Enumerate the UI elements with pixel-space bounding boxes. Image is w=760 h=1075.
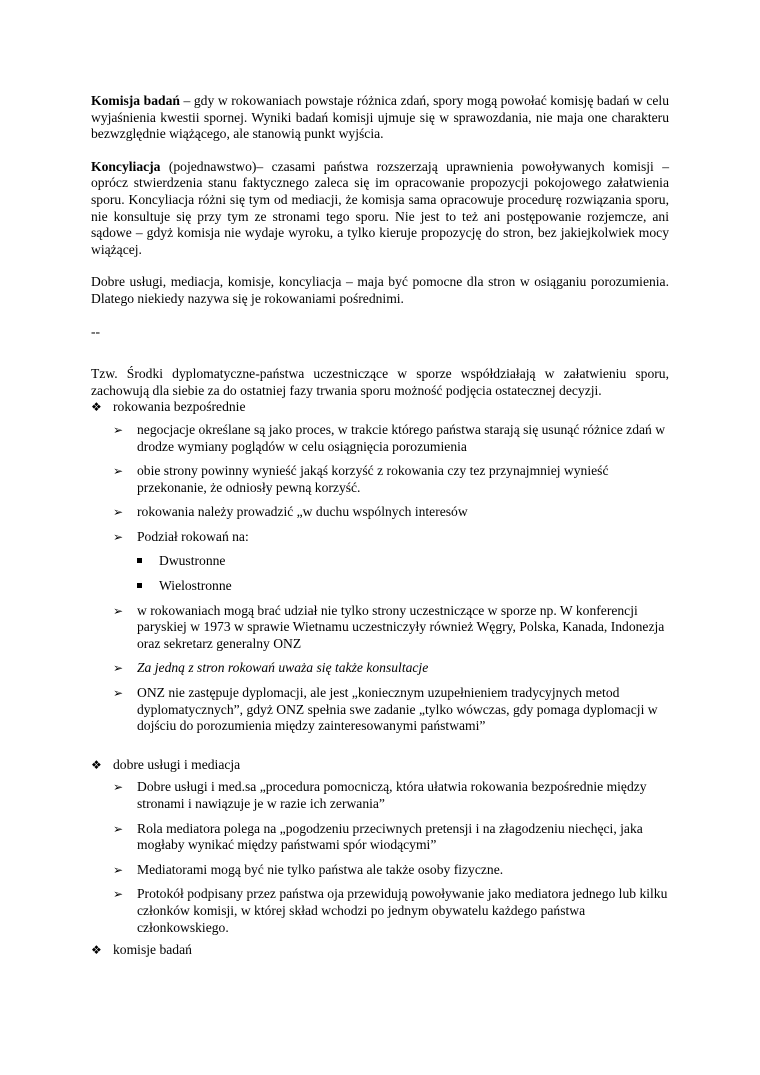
list-item-text: ONZ nie zastępuje dyplomacji, ale jest „koniecznym uzupełnieniem tradycyjnych metod dyplomatycznych”, gdyż ONZ spełnia swe zadanie „tylko wówczas, gdy pomaga dyplomacji w dojściu do porozumienia między zainteresowanymi państwami” [137,685,658,734]
section-title: komisje badań [113,942,192,958]
arrow-bullet-icon: ➢ [113,661,124,676]
term-komisja-badan: Komisja badań [91,93,180,108]
paragraph-koncyliacja [91,159,669,259]
list-item [91,504,669,521]
section-komisje-badan [91,942,669,959]
arrow-bullet-icon: ➢ [113,464,124,479]
list-item [91,821,669,854]
list-item [91,886,669,936]
section-title: rokowania bezpośrednie [113,399,246,415]
list-item [91,779,669,812]
list-item [91,603,669,653]
sub-list-item [91,578,669,595]
arrow-bullet-icon: ➢ [113,529,124,544]
list-item-text: negocjacje określane są jako proces, w trakcie którego państwa starają się usunąć różnice zdań w drodze wymiany poglądów w celu osiągnięcia porozumienia [137,421,666,454]
square-bullet-icon [137,583,142,588]
definition-text: – gdy w rokowaniach powstaje różnica zdań, spory mogą powołać komisję badań w celu wyjaśnienia kwestii spornej. Wyniki badań komisji ujmuje się w sprawozdania, nie maja one charakteru bezwzględnie wiążącego, ale stanowią punkt wyjścia. [91,93,669,142]
list-item [91,685,669,735]
list-item [91,660,669,677]
diamond-bullet-icon: ❖ [91,757,102,772]
sub-list-item [91,553,669,570]
section-dobre-uslugi [91,757,669,774]
list-item-text: Dobre usługi i med.sa „procedura pomocniczą, która ułatwia rokowania bezpośrednie między stronami i nawiązuje je w razie ich zerwania” [137,779,647,811]
section-title: dobre usługi i mediacja [113,756,241,772]
paragraph-summary: Dobre usługi, mediacja, komisje, koncyliacja – maja być pomocne dla stron w osiąganiu porozumienia. Dlatego niekiedy nazywa się je rokowaniami pośrednimi. [91,274,669,306]
square-bullet-icon [137,558,142,563]
definition-text: (pojednawstwo)– czasami państwa rozszerzają uprawnienia powoływanych komisji – oprócz stwierdzenia stanu faktycznego zaleca się im opracowanie propozycji pokojowego załatwienia sporu. Koncyliacja różni się tym od mediacji, że komisja sama opracowuje procedurę rozwiązania sporu, nie konsultuje się przy tym ze stronami tego sporu. Nie jest to też ani postępowanie rozjemcze, ani sądowe – gdyż komisja nie wydaje wyroku, a tylko kieruje propozycję do stron, bez jakiejkolwiek mocy wiążącej. [91,158,669,257]
paragraph-komisja-badan [91,93,669,143]
list-item-text: Rola mediatora polega na „pogodzeniu przeciwnych pretensji i na złagodzeniu niechęci, jaka mogłaby wynikać między państwami spór wiodącymi” [137,820,643,853]
list-item [91,862,669,879]
diamond-bullet-icon: ❖ [91,943,102,958]
sub-list-item-text: Wielostronne [159,578,232,594]
arrow-bullet-icon: ➢ [113,780,124,795]
arrow-bullet-icon: ➢ [113,887,124,902]
arrow-bullet-icon: ➢ [113,821,124,836]
arrow-bullet-icon: ➢ [113,603,124,618]
list-item-text: obie strony powinny wynieść jakąś korzyść z rokowania czy tez przynajmniej wynieść przekonanie, że odniosły pewną korzyść. [137,463,609,495]
separator: -- [91,323,101,339]
arrow-bullet-icon: ➢ [113,505,124,520]
list-item [91,463,669,496]
list-item-text: Za jedną z stron rokowań uważa się także konsultacje [137,660,429,676]
list-item-text: Mediatorami mogą być nie tylko państwa ale także osoby fizyczne. [137,861,504,877]
arrow-bullet-icon: ➢ [113,686,124,701]
diamond-bullet-icon: ❖ [91,400,102,415]
list-item-text: w rokowaniach mogą brać udział nie tylko strony uczestniczące w sporze np. W konferencji paryskiej w 1973 w sprawie Wietnamu uczestniczyły również Węgry, Polska, Kanada, Indonezja oraz sekretarz generalny ONZ [137,602,665,651]
list-item [91,422,669,455]
document-page [91,93,669,959]
list-item-text: rokowania należy prowadzić „w duchu wspólnych interesów [137,504,468,520]
paragraph-srodki: Tzw. Środki dyplomatyczne-państwa uczestniczące w sporze współdziałają w załatwieniu sporu, zachowują dla siebie za do ostatniej fazy trwania sporu możność podjęcia ostatecznej decyzji. [91,366,669,398]
spacer [91,735,669,757]
arrow-bullet-icon: ➢ [113,862,124,877]
term-koncyliacja: Koncyliacja [91,158,161,174]
arrow-bullet-icon: ➢ [113,422,124,437]
list-item-text: Podział rokowań na: [137,528,249,544]
list-item [91,529,669,546]
list-item-text: Protokół podpisany przez państwa oja przewidują powoływanie jako mediatora jednego lub kilku członków komisji, w której skład wchodzi po jednym obywatelu każdego państwa członkowskiego. [137,886,668,935]
section-rokowania [91,399,669,416]
sub-list-item-text: Dwustronne [159,553,226,569]
